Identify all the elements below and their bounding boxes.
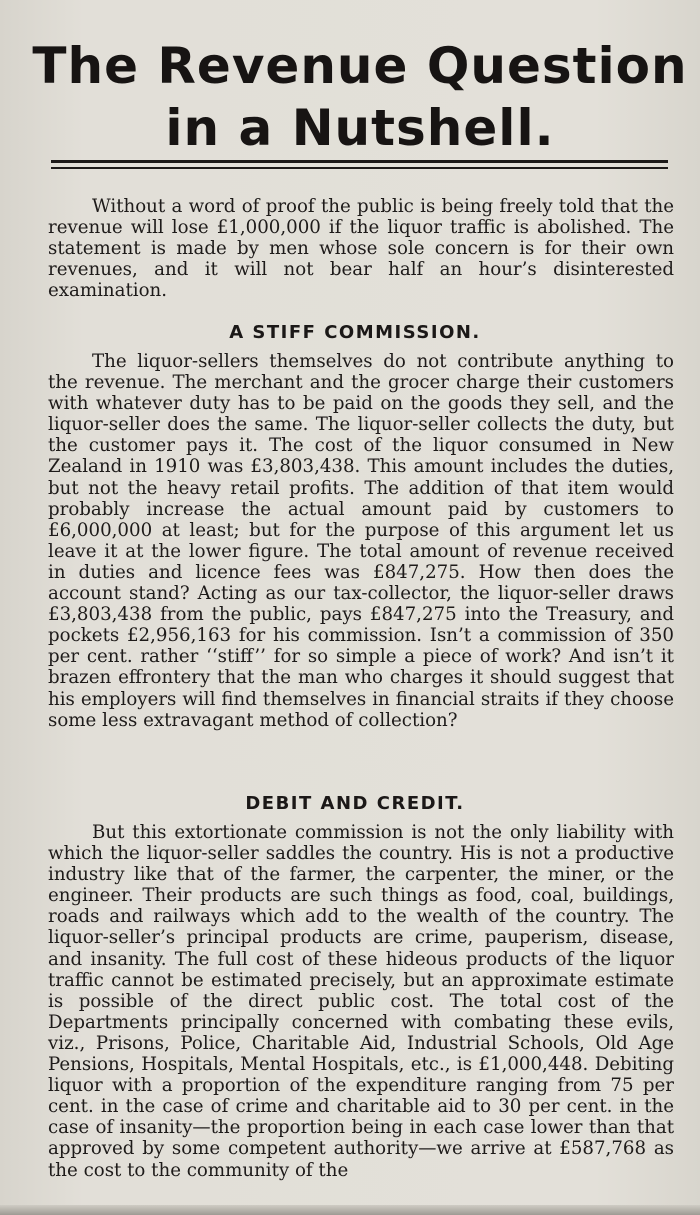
intro-paragraph: Without a word of proof the public is being freely told that the revenue will lose £1,000,000 if the liquor traffic is abolished. The statement is made by men whose sole concern is for their own revenues, and it will not bear half an hour’s disinterested examination.	[48, 196, 674, 302]
title-rule-thin	[51, 167, 668, 169]
debit-and-credit-paragraph: But this extortionate commission is not the only liability with which the liquor-seller saddles the country. His is not a productive industry like that of the farmer, the carpenter, the miner, or the engineer. Their products are such things as food, coal, buildings, roads and railways which add to the wealth of the country. The liquor-seller’s principal products are crime, pauperism, disease, and insanity. The full cost of these hideous products of the liquor traffic cannot be estimated precisely, but an approximate estimate is possible of the direct public cost. The total cost of the Departments principally concerned with combating these evils, viz., Prisons, Police, Charitable Aid, Industrial Schools, Old Age Pensions, Hospitals, Mental Hospitals, etc., is £1,000,448. Debiting liquor with a proportion of the expenditure ranging from 75 per cent. in the case of crime and charitable aid to 30 per cent. in the case of insanity—the proportion being in each case lower than that approved by some competent authority—we arrive at £587,768 as the cost to the community of the	[48, 822, 674, 1181]
stiff-commission-paragraph: The liquor-sellers themselves do not contribute anything to the revenue. The merchant and the grocer charge their customers with whatever duty has to be paid on the goods they sell, and the liquor-seller does the same. The liquor-seller collects the duty, but the customer pays it. The cost of the liquor consumed in New Zealand in 1910 was £3,803,438. This amount includes the duties, but not the heavy retail profits. The addition of that item would probably increase the actual amount paid by customers to £6,000,000 at least; but for the purpose of this argument let us leave it at the lower figure. The total amount of revenue received in duties and licence fees was £847,275. How then does the account stand? Acting as our tax-collector, the liquor-seller draws £3,803,438 from the public, pays £847,275 into the Treasury, and pockets £2,956,163 for his commission. Isn’t a commission of 350 per cent. rather ‘‘stiff’’ for so simple a piece of work? And isn’t it brazen effrontery that the man who charges it should suggest that his employers will find themselves in financial straits if they choose some less extravagant method of collection?	[48, 351, 674, 731]
page-title-line1: The Revenue Question	[32, 37, 688, 95]
title-rule-thick	[51, 160, 668, 163]
page-title-line2: in a Nutshell.	[165, 99, 555, 157]
page-bottom-edge	[0, 1205, 700, 1215]
section-heading-debit-and-credit: DEBIT AND CREDIT.	[245, 793, 465, 814]
section-heading-stiff-commission: A STIFF COMMISSION.	[229, 322, 481, 343]
